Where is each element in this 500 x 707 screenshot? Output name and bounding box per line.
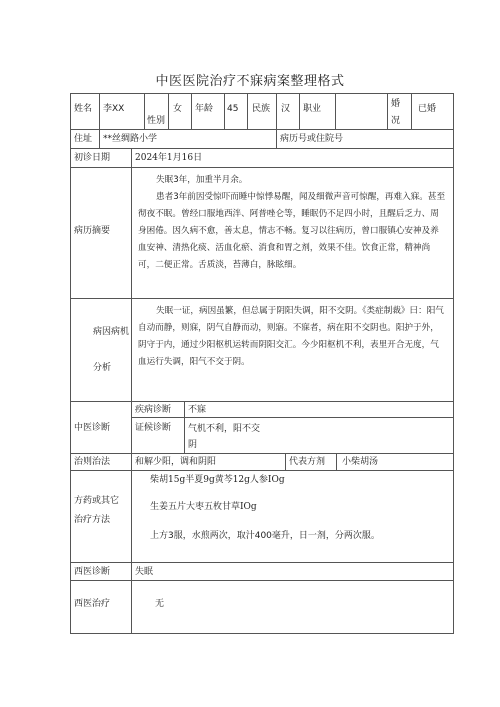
syndrome-label-cell (131, 417, 185, 454)
gender-label-cell (144, 93, 169, 130)
marital-value: 已婚 (418, 104, 437, 114)
ethnicity-label: 民族 (252, 104, 271, 114)
gender-label: 性别 (147, 116, 166, 126)
gender-value: 女 (173, 104, 183, 114)
formula-value-cell (336, 453, 454, 471)
syndrome-value: 气机不利，阳不交阴 (188, 424, 261, 450)
history-label-cell (70, 167, 132, 299)
date-label-cell (70, 148, 132, 168)
ethnicity-value-cell (276, 93, 300, 130)
ethnicity-value: 汉 (281, 104, 291, 114)
date-label: 初诊日期 (74, 153, 111, 163)
analysis-content-cell (131, 298, 454, 402)
marital-label: 婚况 (391, 99, 401, 126)
marital-value-cell (411, 93, 454, 130)
syndrome-label: 证候诊断 (135, 423, 172, 433)
treatment-value: 和解少阳，调和阴阳 (135, 457, 217, 467)
chief-complaint: 失眠3年，加重半月余。 (156, 175, 248, 185)
treatment-label: 治则治法 (74, 457, 111, 467)
syndrome-value-cell (184, 417, 454, 454)
name-label-cell (70, 93, 100, 130)
document-title: 中医医院治疗不寐病案整理格式 (155, 74, 345, 89)
prescription-line-2: 生姜五片大枣五枚甘草IOg (150, 502, 257, 512)
western-treatment-label: 西医治疗 (74, 599, 111, 609)
prescription-content-cell (131, 470, 454, 563)
history-label: 病历摘要 (74, 226, 111, 236)
history-text: 患者3年前因受惊吓而睡中惊悸易醒，闻及细微声音可惊醒，再难入寐。甚至彻夜不眠。曾经口服地西泮、阿普唑仑等，睡眠仍不足四小时，且醒后乏力、周身困倦。因久病不愈，善太息，情志不畅。复习以往病历，曾口服镇心安神及养血安神、清热化痰、活血化瘀、消食和胃之剂，效果不佳。饮食正常，精神尚可，二便正常。舌质淡，苔薄白，脉眩细。 (138, 192, 446, 270)
disease-value-cell (184, 401, 454, 418)
treatment-label-cell (70, 453, 132, 471)
disease-label: 疾病诊断 (135, 405, 172, 415)
prescription-line-3: 上方3服，水煎两次，取汁400毫升，日一剂，分两次服。 (150, 531, 380, 541)
analysis-label-cell (70, 298, 132, 402)
age-value: 45 (227, 104, 239, 114)
treatment-value-cell (131, 453, 286, 471)
marital-label-cell (387, 93, 412, 130)
case-record-table (70, 93, 454, 634)
history-content-cell (131, 167, 454, 299)
occupation-label: 职业 (303, 104, 322, 114)
address-label: 住址 (74, 134, 93, 144)
disease-value: 不寐 (188, 405, 207, 415)
western-tx-label-cell (70, 580, 132, 634)
formula-label: 代表方剂 (289, 457, 326, 467)
date-value-cell (131, 148, 454, 168)
gender-value-cell (168, 93, 192, 130)
name-label: 姓名 (74, 104, 93, 114)
disease-label-cell (131, 401, 185, 418)
name-value: 李XX (103, 104, 125, 114)
diagnosis-label: 中医诊断 (74, 423, 111, 433)
western-dx-label-cell (70, 562, 132, 581)
age-label-cell (191, 93, 225, 130)
western-dx-value-cell (131, 562, 454, 581)
analysis-text: 失眠一证，病因虽繁，但总属于阴阳失调，阳不交阴。《类症制裁》曰：阳气自动而静，则寐，阴气自静而动，则寤。不寐者，病在阳不交阴也。阳护于外，阴守于内，通过少阳枢机运转而阴阳交汇。今少阳枢机不利，表里开合无度，气血运行失调，阳气不交于阴。 (138, 306, 444, 367)
western-treatment-value: 无 (155, 599, 165, 609)
age-label: 年龄 (195, 104, 214, 114)
prescription-line-1: 柴胡15g半夏9g黄芩12g人参IOg (150, 475, 285, 485)
address-label-cell (70, 129, 100, 149)
date-value: 2024年1月16日 (135, 153, 203, 163)
western-tx-value-cell (131, 580, 454, 634)
western-diagnosis-label: 西医诊断 (74, 567, 111, 577)
occupation-value-cell (335, 93, 388, 130)
analysis-label: 病因病机 (93, 327, 130, 337)
prescription-label: 方药或其它 (74, 496, 120, 506)
ethnicity-label-cell (247, 93, 277, 130)
address-value: **丝绸路小学 (103, 134, 158, 144)
occupation-label-cell (299, 93, 336, 130)
formula-label-cell (285, 453, 337, 471)
name-value-cell (99, 93, 145, 130)
record-number-label: 病历号或住院号 (280, 134, 344, 144)
western-diagnosis-value: 失眠 (135, 567, 154, 577)
formula-value: 小柴胡汤 (342, 457, 379, 467)
analysis-label-sub: 分析 (93, 363, 112, 373)
prescription-label-sub: 治疗方法 (74, 515, 111, 525)
address-value-cell (99, 129, 277, 149)
record-label-cell (276, 129, 454, 149)
prescription-label-cell (70, 470, 132, 563)
age-value-cell (224, 93, 248, 130)
diagnosis-label-cell (70, 401, 132, 454)
